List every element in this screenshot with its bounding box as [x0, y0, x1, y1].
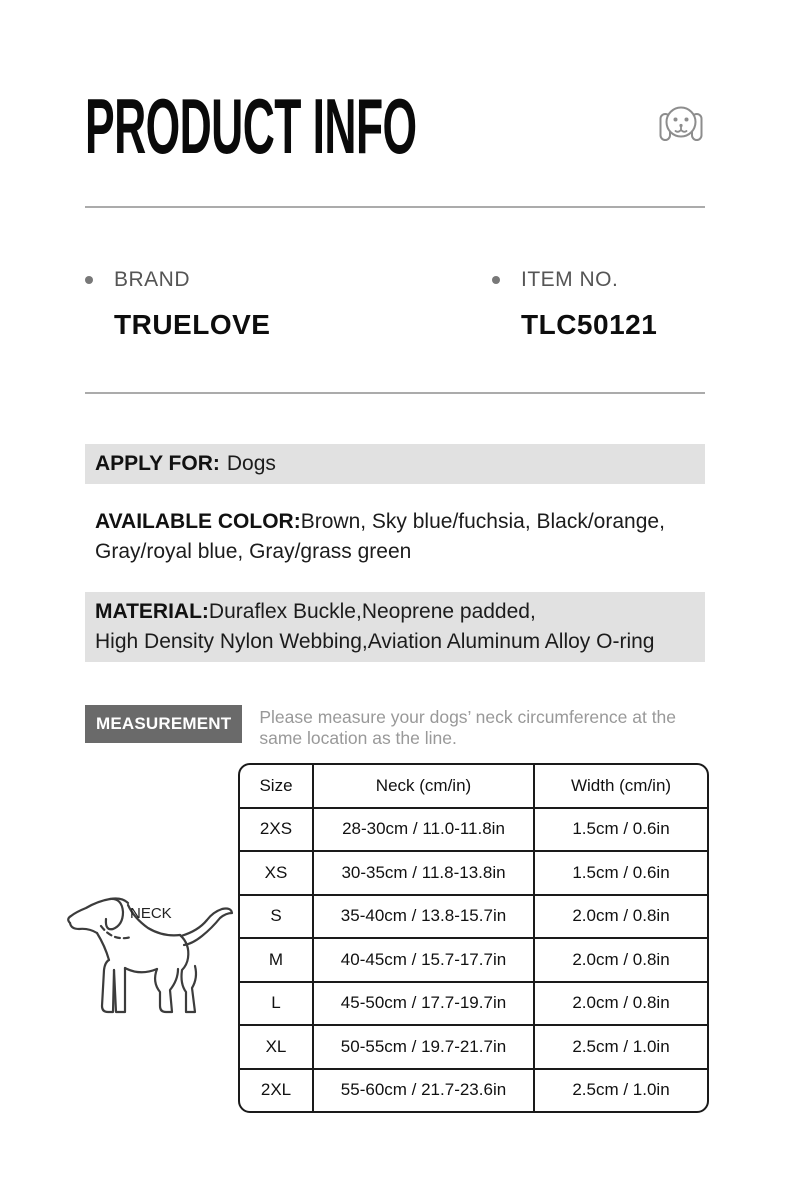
- dog-face-icon: [657, 101, 705, 152]
- dog-chest-outline: [97, 933, 109, 960]
- material-line2: High Density Nylon Webbing,Aviation Aluminum Alloy O-ring: [95, 630, 655, 653]
- brand-value: TRUELOVE: [114, 309, 271, 340]
- table-cell: 2.0cm / 0.8in: [534, 938, 707, 982]
- item-no-label: ITEM NO.: [521, 268, 619, 291]
- apply-for-label: APPLY FOR:: [95, 452, 220, 475]
- table-cell: XS: [240, 851, 313, 895]
- apply-for-value: Dogs: [226, 452, 276, 475]
- specs-section: [85, 268, 705, 341]
- column-header: Size: [240, 765, 313, 808]
- divider-top: [85, 206, 705, 208]
- table-cell: L: [240, 982, 313, 1026]
- table-cell: 50-55cm / 19.7-21.7in: [313, 1025, 534, 1069]
- column-header: Width (cm/in): [534, 765, 707, 808]
- dog-jaw-outline: [70, 923, 97, 933]
- table-cell: 45-50cm / 17.7-19.7in: [313, 982, 534, 1026]
- table-cell: 1.5cm / 0.6in: [534, 851, 707, 895]
- masthead: [85, 0, 705, 170]
- table-row: [240, 851, 707, 895]
- table-cell: 2XL: [240, 1069, 313, 1112]
- table-cell: 2.0cm / 0.8in: [534, 895, 707, 939]
- size-table-wrap: [238, 763, 709, 1113]
- brand-label: BRAND: [114, 268, 191, 291]
- size-table: [240, 765, 707, 1111]
- table-cell: 2.5cm / 1.0in: [534, 1025, 707, 1069]
- page-title: PRODUCT INFO: [85, 82, 417, 170]
- dog-diagram: [60, 868, 240, 1033]
- available-color-label: AVAILABLE COLOR:: [95, 510, 301, 533]
- item-no-value: TLC50121: [521, 309, 658, 340]
- bullet-icon: [85, 276, 93, 284]
- dog-hind-leg-2: [180, 935, 196, 1012]
- table-cell: XL: [240, 1025, 313, 1069]
- item-no-label-row: [492, 268, 657, 292]
- table-row: [240, 938, 707, 982]
- divider-specs: [85, 392, 705, 394]
- dog-belly-outline: [125, 968, 157, 972]
- table-cell: S: [240, 895, 313, 939]
- item-no-spec: [492, 268, 657, 341]
- measurement-badge: MEASUREMENT: [85, 705, 242, 743]
- table-row: [240, 1025, 707, 1069]
- table-cell: 28-30cm / 11.0-11.8in: [313, 808, 534, 852]
- table-cell: 30-35cm / 11.8-13.8in: [313, 851, 534, 895]
- table-cell: 2.5cm / 1.0in: [534, 1069, 707, 1112]
- brand-label-row: [85, 268, 492, 292]
- available-color-block: [85, 507, 705, 567]
- apply-for-bar: [85, 444, 705, 484]
- dog-front-leg-2: [114, 968, 125, 1012]
- measurement-row: [85, 705, 705, 749]
- material-label: MATERIAL:: [95, 600, 209, 623]
- dog-tail-outline: [181, 909, 232, 946]
- table-cell: 2.0cm / 0.8in: [534, 982, 707, 1026]
- table-row: [240, 982, 707, 1026]
- neck-label: NECK: [130, 905, 172, 922]
- material-line1: Duraflex Buckle,Neoprene padded,: [208, 600, 536, 623]
- table-cell: 1.5cm / 0.6in: [534, 808, 707, 852]
- available-color-value: Brown, Sky blue/fuchsia, Black/orange, Gray/royal blue, Gray/grass green: [95, 510, 665, 563]
- table-cell: M: [240, 938, 313, 982]
- material-bar: [85, 592, 705, 662]
- table-cell: 35-40cm / 13.8-15.7in: [313, 895, 534, 939]
- column-header: Neck (cm/in): [313, 765, 534, 808]
- size-table-header-row: [240, 765, 707, 808]
- dog-hind-leg: [155, 969, 178, 1012]
- table-row: [240, 808, 707, 852]
- brand-spec: [85, 268, 492, 341]
- table-cell: 55-60cm / 21.7-23.6in: [313, 1069, 534, 1112]
- table-cell: 40-45cm / 15.7-17.7in: [313, 938, 534, 982]
- table-cell: 2XS: [240, 808, 313, 852]
- bullet-icon: [492, 276, 500, 284]
- table-row: [240, 895, 707, 939]
- table-row: [240, 1069, 707, 1112]
- measurement-note: Please measure your dogs’ neck circumference at the same location as the line.: [259, 707, 677, 748]
- size-chart-region: [85, 763, 705, 1113]
- dog-ear-outline: [106, 899, 123, 929]
- dog-front-leg: [102, 960, 114, 1012]
